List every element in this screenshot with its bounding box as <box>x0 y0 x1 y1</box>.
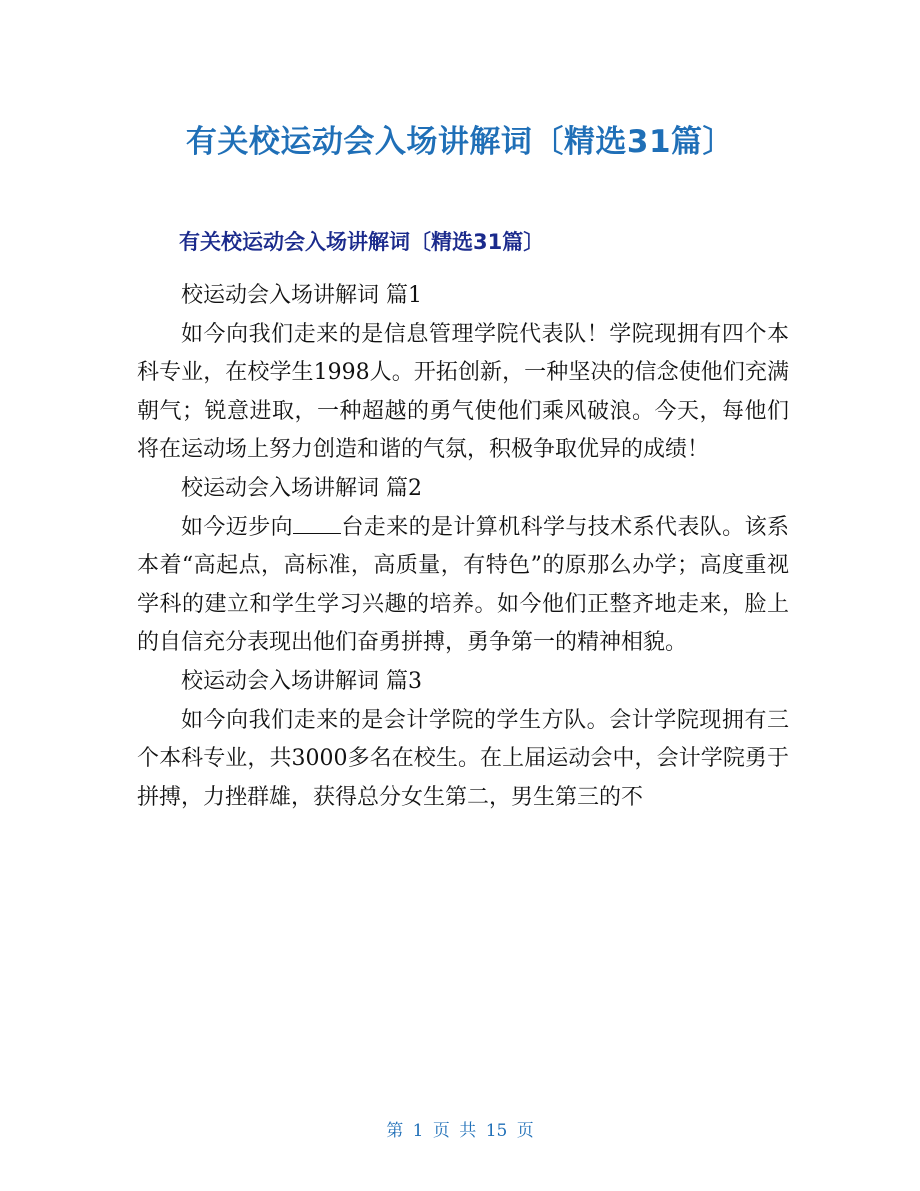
paragraph-text-before-blank: 如今迈步向 <box>181 514 293 540</box>
document-body <box>137 277 789 817</box>
section-paragraph-3: 如今向我们走来的是会计学院的学生方队。会计学院现拥有三个本科专业，共3000多名在校生。在上届运动会中，会计学院勇于拼搏，力挫群雄，获得总分女生第二，男生第三的不 <box>137 707 789 810</box>
section-paragraph-2 <box>137 509 789 663</box>
section-heading-3: 校运动会入场讲解词 篇3 <box>181 668 422 694</box>
page-footer: 第 1 页 共 15 页 <box>386 1121 534 1141</box>
fill-in-blank <box>293 511 341 534</box>
section-paragraph-1: 如今向我们走来的是信息管理学院代表队！学院现拥有四个本科专业，在校学生1998人。开拓创新，一种坚决的信念使他们充满朝气；锐意进取，一种超越的勇气使他们乘风破浪。今天，每他们将在运动场上努力创造和谐的气氛，积极争取优异的成绩！ <box>137 321 789 463</box>
document-title: 有关校运动会入场讲解词〔精选31篇〕 <box>185 124 735 160</box>
document-subtitle: 有关校运动会入场讲解词〔精选31篇〕 <box>179 230 545 254</box>
paragraph-text-after-blank: 台走来的是计算机科学与技术系代表队。该系本着“高起点，高标准，高质量，有特色”的原那么办学；高度重视学科的建立和学生学习兴趣的培养。如今他们正整齐地走来，脸上的自信充分表现出他们奋勇拼搏，勇争第一的精神相貌。 <box>137 514 789 656</box>
section-heading-2: 校运动会入场讲解词 篇2 <box>181 475 422 501</box>
section-heading-1: 校运动会入场讲解词 篇1 <box>181 283 422 308</box>
